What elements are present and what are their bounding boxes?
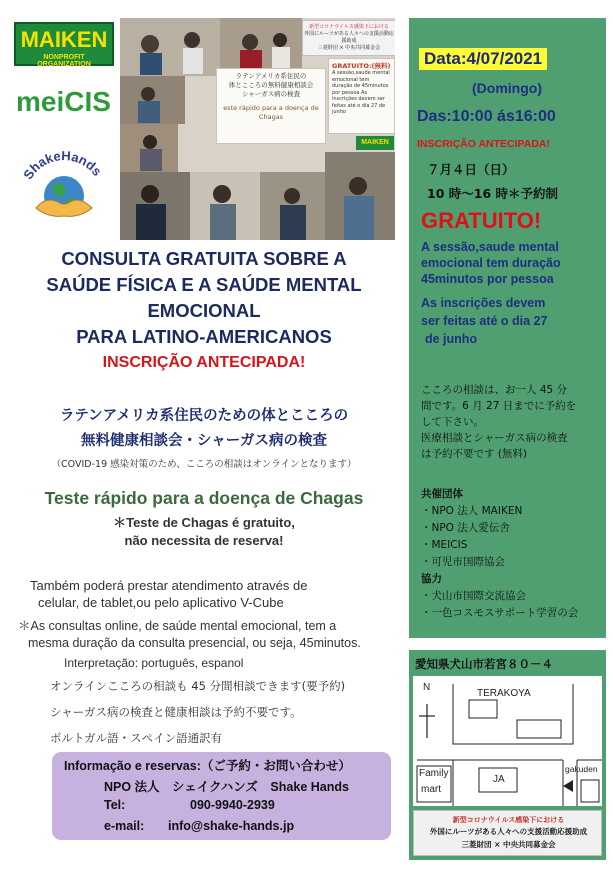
poster-pt-line: este rápido para a doença de Chagas bbox=[223, 104, 319, 122]
title-line-1: CONSULTA GRATUITA SOBRE A bbox=[61, 248, 347, 269]
registration-deadline bbox=[421, 294, 605, 348]
session-line-3: 45minutos por pessoa bbox=[421, 272, 554, 286]
map-arrow-icon bbox=[563, 780, 573, 792]
shakehands-logo bbox=[14, 128, 114, 228]
sponsor-banner-line2: 外国にルーツがある人々への支援活動応援助成 bbox=[429, 827, 588, 836]
map-north-label: N bbox=[423, 682, 431, 693]
contact-email[interactable]: info@shake-hands.jp bbox=[168, 819, 295, 833]
collage-banner-line2: 外国にルーツがある人々への支援活動応援助成 bbox=[304, 31, 394, 44]
jp-date: ７月４日（日） bbox=[427, 162, 515, 177]
cooperation-item: ・犬山市国際交流協会 bbox=[421, 590, 526, 602]
online-duration-line-1: ＊As consultas online, de saúde mental emocional, tem a bbox=[18, 619, 337, 633]
contact-tel[interactable]: 090-9940-2939 bbox=[190, 798, 275, 812]
map-ja-label: JA bbox=[493, 774, 505, 785]
title-line-2: SAÚDE FÍSICA E A SAÚDE MENTAL bbox=[46, 274, 362, 295]
contact-title: Informação e reservas:（ご予約・お問い合わせ） bbox=[64, 759, 351, 773]
collage-poster-gratuito bbox=[328, 58, 395, 134]
event-hours: Das:10:00 ás16:00 bbox=[417, 108, 556, 125]
contact-org: NPO 法人 シェイクハンズ Shake Hands bbox=[104, 780, 349, 794]
jp-title bbox=[8, 404, 400, 454]
jp-body-line-1: こころの相談は、お一人 45 分 bbox=[421, 384, 568, 396]
gakuden-building bbox=[581, 780, 599, 802]
jp-reservation-info bbox=[421, 382, 601, 462]
event-weekday: (Domingo) bbox=[472, 80, 542, 96]
map-address: 愛知県犬山市若宮８０－４ bbox=[415, 657, 553, 671]
cohost-item: ・NPO 法人 MAIKEN bbox=[421, 505, 523, 517]
jp-time: 10 時〜16 時＊予約制 bbox=[427, 186, 558, 201]
collage-banner-line3: 三菱財団 × 中央共同募金会 bbox=[317, 45, 381, 51]
organizers-list bbox=[421, 486, 605, 622]
north-arrow-icon bbox=[419, 704, 435, 738]
title-line-4: PARA LATINO-AMERICANOS bbox=[76, 326, 332, 347]
collage-poster-jp bbox=[216, 68, 326, 144]
online-info-line-1: Também poderá prestar atendimento através de bbox=[30, 578, 308, 593]
online-info-paragraph bbox=[30, 577, 400, 611]
cohost-item: ・MEICIS bbox=[421, 539, 468, 551]
map-terakoya-label: TERAKOYA bbox=[477, 688, 531, 699]
collage-banner-line1: 新型コロナウイルス感染下における bbox=[309, 24, 389, 30]
photo-collage bbox=[120, 18, 395, 240]
terakoya-building bbox=[469, 700, 497, 718]
jp-interpretation-note: ポルトガル語・スペイン語通訳有 bbox=[50, 731, 223, 745]
chagas-note-line-1: ＊Teste de Chagas é gratuito, bbox=[113, 515, 295, 530]
jp-body-line-3: して下さい。 bbox=[421, 416, 484, 428]
covid-note: （COVID-19 感染対策のため、こころの相談はオンラインとなります） bbox=[51, 459, 357, 470]
contact-email-label: e-mail: bbox=[104, 819, 145, 833]
jp-body-line-2: 間です。6 月 27 日までに予約を bbox=[421, 400, 577, 412]
collage-sponsor-banner bbox=[302, 20, 395, 56]
sponsor-banner-line3: 三菱財団 × 中央共同募金会 bbox=[461, 840, 556, 849]
jp-title-line-2: 無料健康相談会・シャーガス病の検査 bbox=[81, 433, 327, 449]
cooperation-item: ・一色コスモスサポート学習の会 bbox=[421, 607, 579, 619]
sponsor-banner bbox=[413, 810, 602, 856]
poster-gratuito-body: A sessão,saude mental emocional tem duração de 45minutos por pessoa As inscrições devem ser feitas até o dia 27 de junho bbox=[332, 70, 390, 116]
event-date: Data:4/07/2021 bbox=[419, 48, 547, 70]
maiken-logo-text: MAIKEN bbox=[20, 27, 108, 52]
road-lines bbox=[417, 684, 602, 806]
jp-body-line-4: 医療相談とシャーガス病の検査 bbox=[421, 432, 568, 444]
deadline-line-2: ser feitas até o dia 27 bbox=[421, 314, 548, 328]
map-area bbox=[413, 676, 602, 806]
meicis-logo: meiCIS bbox=[16, 86, 111, 117]
jp-no-reservation-note: シャーガス病の検査と健康相談は予約不要です。 bbox=[50, 705, 302, 719]
contact-box bbox=[52, 752, 391, 840]
maiken-logo-subtext: NONPROFIT ORGANIZATION bbox=[37, 54, 91, 68]
online-duration-line-2: mesma duração da consulta presencial, ou seja, 45minutos. bbox=[28, 636, 361, 650]
deadline-line-3: de junho bbox=[425, 332, 478, 346]
online-duration-paragraph bbox=[18, 618, 388, 652]
session-line-2: emocional tem duração bbox=[421, 256, 561, 270]
cohost-item: ・可児市国際協会 bbox=[421, 556, 505, 568]
contact-tel-label: Tel: bbox=[104, 798, 126, 812]
sponsor-banner-line1: 新型コロナウイルス感染下における bbox=[452, 816, 565, 824]
deadline-line-1: As inscrições devem bbox=[421, 296, 546, 310]
collage-maiken-sign: MAIKEN bbox=[356, 136, 394, 150]
title-line-3: EMOCIONAL bbox=[147, 300, 261, 321]
cooperation-heading: 協力 bbox=[421, 573, 442, 585]
main-title bbox=[8, 246, 400, 376]
session-line-1: A sessão,saude mental bbox=[421, 240, 559, 254]
poster-jp-line1: ラテンアメリカ系住民の bbox=[235, 72, 307, 80]
maiken-logo bbox=[14, 22, 114, 66]
side-inscricao: INSCRIÇÃO ANTECIPADA! bbox=[417, 138, 550, 150]
shakehands-logo-text: ShakeHands bbox=[20, 147, 105, 183]
cohost-item: ・NPO 法人愛伝舎 bbox=[421, 522, 510, 534]
cohost-heading: 共催団体 bbox=[421, 488, 463, 500]
session-duration bbox=[421, 239, 605, 287]
online-info-line-2: celular, de tablet,ou pelo aplicativo V-Cube bbox=[38, 595, 284, 610]
chagas-test-heading: Teste rápido para a doença de Chagas bbox=[44, 488, 364, 508]
map-mart-label: mart bbox=[421, 784, 441, 795]
map-panel bbox=[409, 650, 606, 860]
chagas-note-line-2: não necessita de reserva! bbox=[124, 533, 284, 548]
chagas-test-note bbox=[8, 514, 400, 550]
jp-body-line-5: は予約不要です (無料) bbox=[421, 448, 528, 460]
map-gakuden-label: gakuden bbox=[565, 764, 598, 774]
poster-gratuito-title: GRATUITO:(無料) bbox=[332, 62, 391, 70]
jp-title-line-1: ラテンアメリカ系住民のための体とこころの bbox=[59, 408, 349, 424]
terakoya-building-2 bbox=[517, 720, 561, 738]
poster-jp-line3: シャーガス病の検査 bbox=[241, 89, 301, 98]
gratuito-label: GRATUITO! bbox=[421, 208, 542, 233]
interpretation-text: Interpretação: português, espanol bbox=[64, 656, 244, 670]
poster-jp-line2: 体とこころの無料健康相談会 bbox=[228, 80, 314, 89]
inscricao-antecipada: INSCRIÇÃO ANTECIPADA! bbox=[102, 354, 306, 371]
event-info-panel bbox=[409, 18, 606, 638]
jp-online-note: オンラインこころの相談も 45 分間相談できます(要予約) bbox=[50, 679, 346, 693]
map-family-label: Family bbox=[419, 768, 449, 779]
